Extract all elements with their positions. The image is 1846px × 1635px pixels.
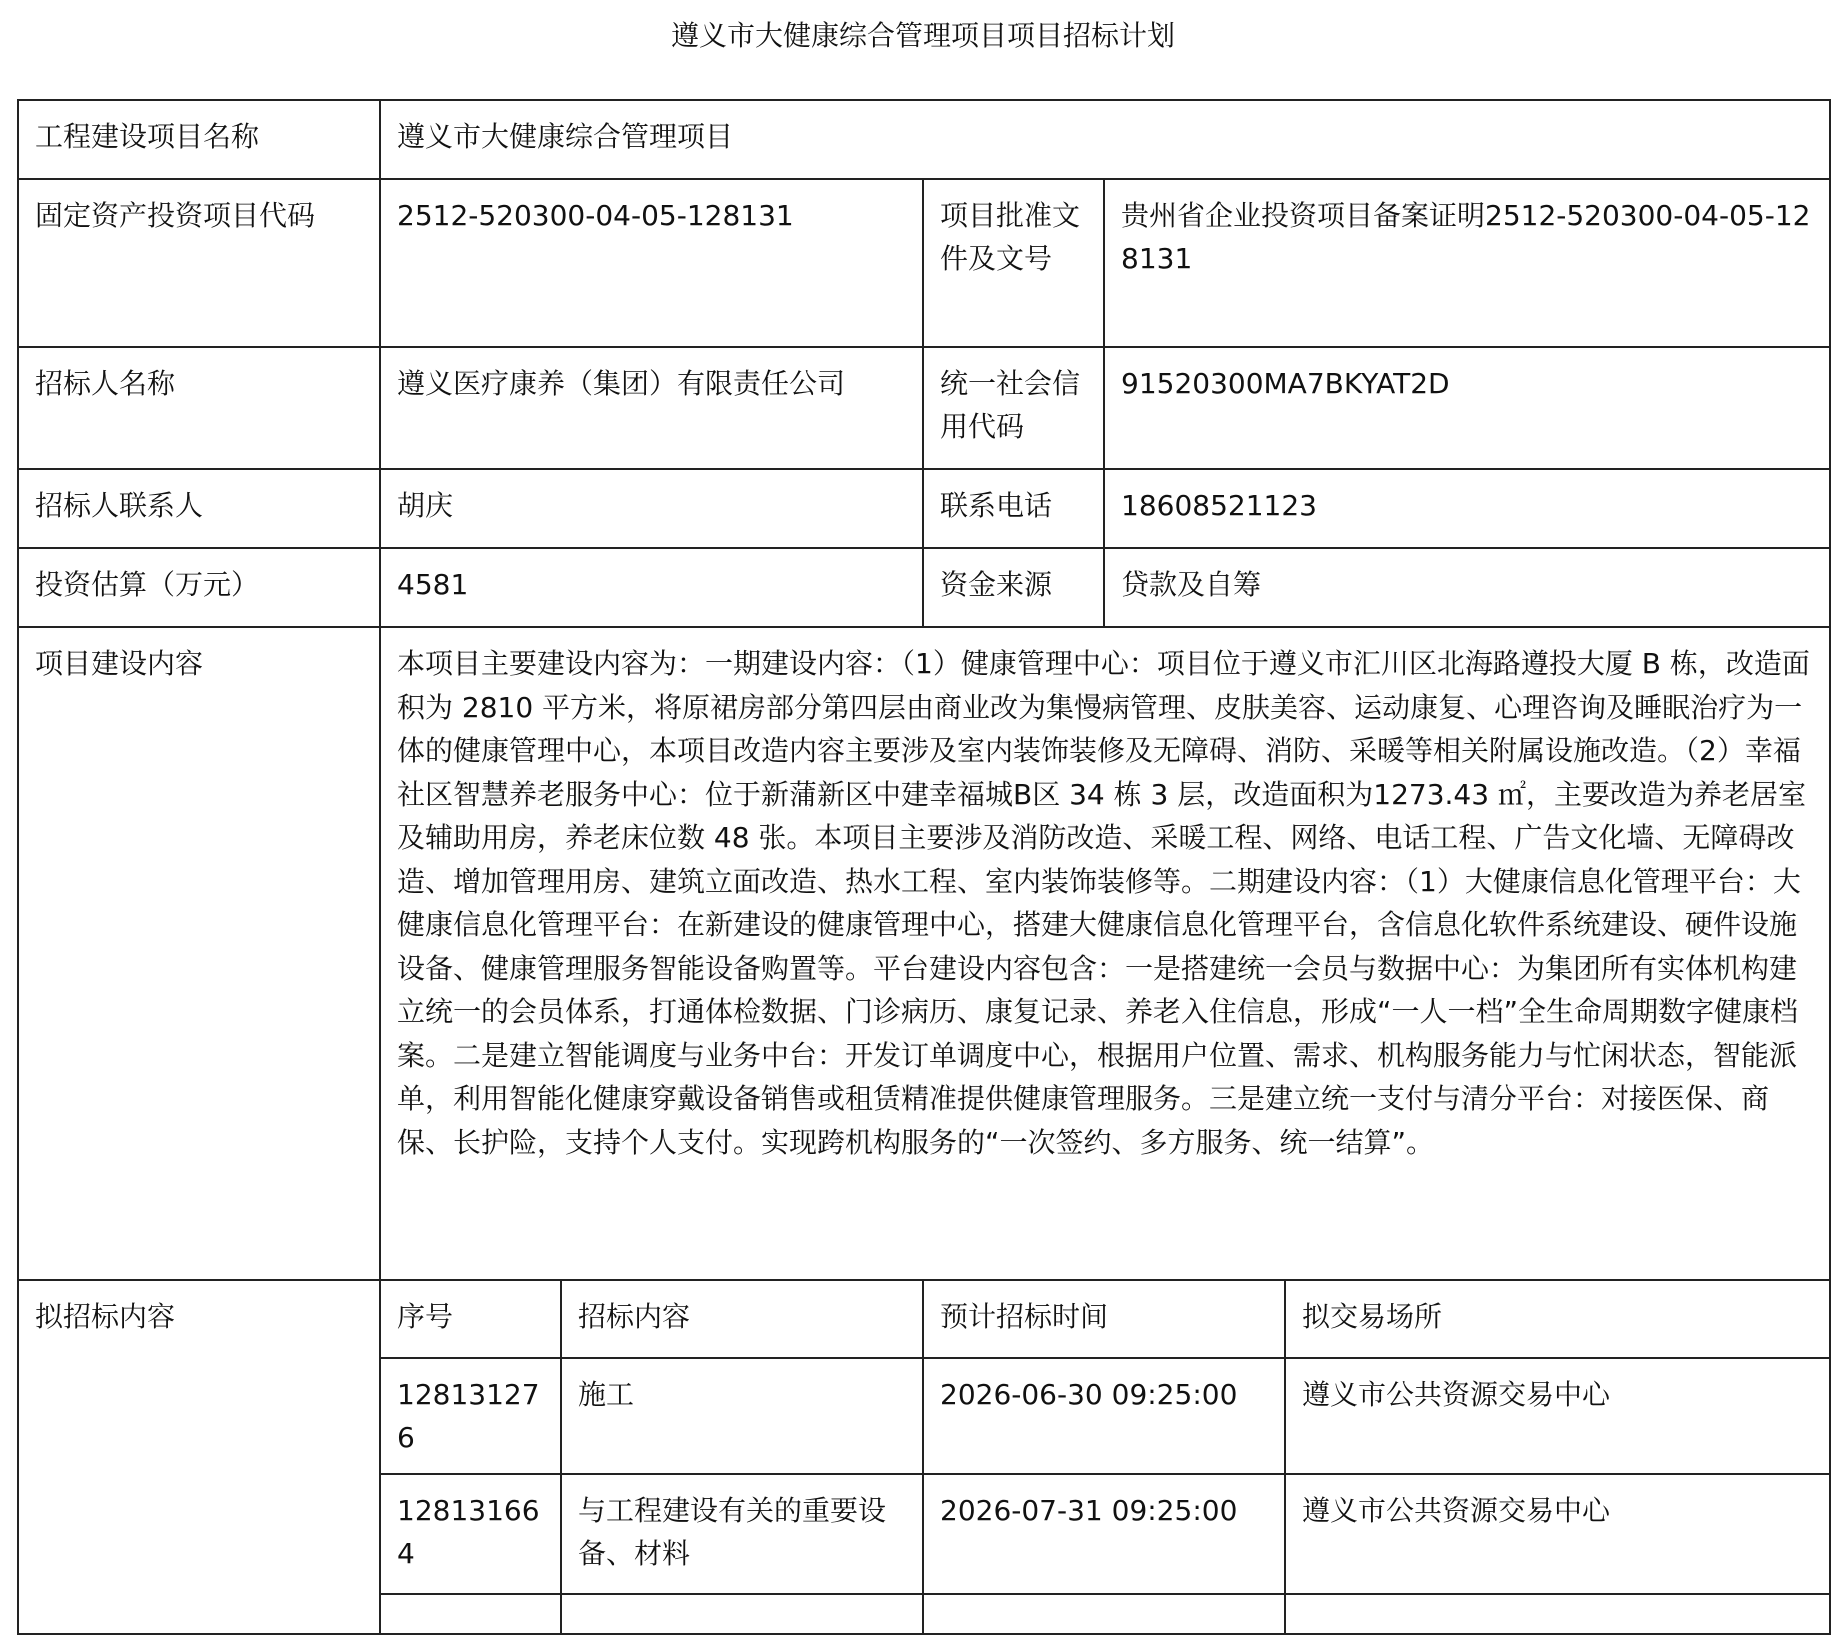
- label-approval-doc: 项目批准文件及文号: [923, 179, 1104, 347]
- cell-venue: 遵义市公共资源交易中心: [1285, 1474, 1830, 1594]
- label-investment: 投资估算（万元）: [18, 548, 380, 627]
- label-credit-code: 统一社会信用代码: [923, 347, 1104, 469]
- cell-venue: 遵义市公共资源交易中心: [1285, 1358, 1830, 1474]
- cell-tender-content: 施工: [561, 1358, 923, 1474]
- value-approval-doc: 贵州省企业投资项目备案证明2512-520300-04-05-128131: [1104, 179, 1830, 347]
- value-fixed-asset-code: 2512-520300-04-05-128131: [380, 179, 923, 347]
- cell-tender-time: 2026-07-31 09:25:00: [923, 1474, 1285, 1594]
- cell-seq: 128131276: [380, 1358, 561, 1474]
- label-phone: 联系电话: [923, 469, 1104, 548]
- label-tenderer-name: 招标人名称: [18, 347, 380, 469]
- value-project-name: 遵义市大健康综合管理项目: [380, 100, 1830, 179]
- value-construction-content: 本项目主要建设内容为：一期建设内容：（1）健康管理中心：项目位于遵义市汇川区北海路遵投大厦 B 栋，改造面积为 2810 平方米，将原裙房部分第四层由商业改为集慢病管理、皮肤美容、运动康复、心理咨询及睡眠治疗为一体的健康管理中心，本项目改造内容主要涉及室内装饰装修及无障碍、消防、采暖等相关附属设施改造。（2）幸福社区智慧养老服务中心：位于新蒲新区中建幸福城B区 34 栋 3 层，改造面积为1273.43 ㎡，主要改造为养老居室及辅助用房，养老床位数 48 张。本项目主要涉及消防改造、采暖工程、网络、电话工程、广告文化墙、无障碍改造、增加管理用房、建筑立面改造、热水工程、室内装饰装修等。二期建设内容：（1）大健康信息化管理平台：大健康信息化管理平台：在新建设的健康管理中心，搭建大健康信息化管理平台，含信息化软件系统建设、硬件设施设备、健康管理服务智能设备购置等。平台建设内容包含：一是搭建统一会员与数据中心：为集团所有实体机构建立统一的会员体系，打通体检数据、门诊病历、康复记录、养老入住信息，形成“一人一档”全生命周期数字健康档案。二是建立智能调度与业务中台：开发订单调度中心，根据用户位置、需求、机构服务能力与忙闲状态，智能派单，利用智能化健康穿戴设备销售或租赁精准提供健康管理服务。三是建立统一支付与清分平台：对接医保、商保、长护险，支持个人支付。实现跨机构服务的“一次签约、多方服务、统一结算”。: [380, 627, 1830, 1280]
- label-fund-source: 资金来源: [923, 548, 1104, 627]
- cell-seq: 128131664: [380, 1474, 561, 1594]
- value-fund-source: 贷款及自筹: [1104, 548, 1830, 627]
- row-construction-content: [18, 627, 1830, 1280]
- label-contact-person: 招标人联系人: [18, 469, 380, 548]
- tender-table-header-row: [18, 1280, 1830, 1358]
- value-contact-person: 胡庆: [380, 469, 923, 548]
- cell-empty: [561, 1594, 923, 1634]
- row-fixed-asset-code: [18, 179, 1830, 347]
- page-title: 遵义市大健康综合管理项目项目招标计划: [670, 19, 1175, 52]
- cell-empty: [380, 1594, 561, 1634]
- cell-tender-time: 2026-06-30 09:25:00: [923, 1358, 1285, 1474]
- cell-empty: [1285, 1594, 1830, 1634]
- value-investment: 4581: [380, 548, 923, 627]
- row-tenderer: [18, 347, 1830, 469]
- header-tender-time: 预计招标时间: [923, 1280, 1285, 1358]
- label-planned-tender: 拟招标内容: [18, 1280, 380, 1634]
- header-venue: 拟交易场所: [1285, 1280, 1830, 1358]
- header-tender-content: 招标内容: [561, 1280, 923, 1358]
- label-fixed-asset-code: 固定资产投资项目代码: [18, 179, 380, 347]
- value-tenderer-name: 遵义医疗康养（集团）有限责任公司: [380, 347, 923, 469]
- tender-plan-table: [17, 99, 1831, 1635]
- value-phone: 18608521123: [1104, 469, 1830, 548]
- label-project-name: 工程建设项目名称: [18, 100, 380, 179]
- row-project-name: [18, 100, 1830, 179]
- label-construction-content: 项目建设内容: [18, 627, 380, 1280]
- row-contact: [18, 469, 1830, 548]
- value-credit-code: 91520300MA7BKYAT2D: [1104, 347, 1830, 469]
- cell-empty: [923, 1594, 1285, 1634]
- header-seq: 序号: [380, 1280, 561, 1358]
- row-investment: [18, 548, 1830, 627]
- cell-tender-content: 与工程建设有关的重要设备、材料: [561, 1474, 923, 1594]
